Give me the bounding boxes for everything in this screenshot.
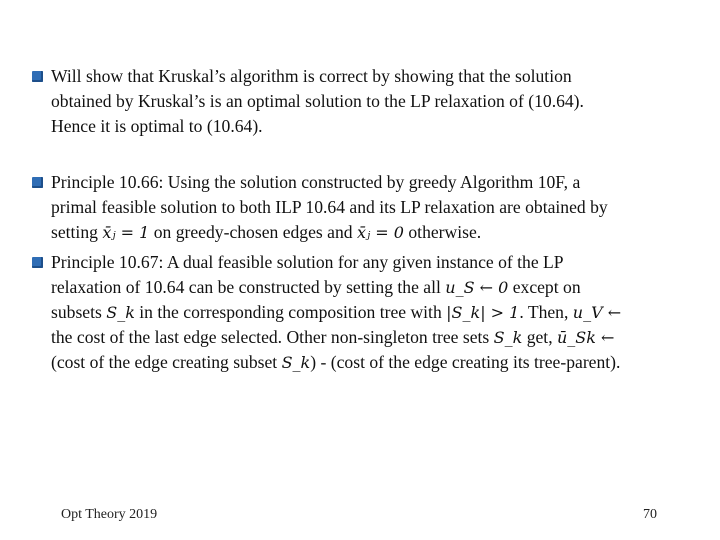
text-line: Hence it is optimal to (10.64). (51, 116, 263, 136)
bullet-text (51, 64, 696, 139)
math-expression: ū_Sk ← (557, 328, 615, 347)
text-line: Principle 10.67: A dual feasible solution for any given instance of the LP (51, 252, 564, 272)
bullet-principle-10-67 (32, 250, 696, 375)
bullet-square-icon (32, 177, 43, 188)
text-run: the cost of the last edge selected. Other non-singleton tree sets (51, 327, 494, 347)
text-line: primal feasible solution to both ILP 10.64 and its LP relaxation are obtained by (51, 197, 608, 217)
text-line (51, 325, 696, 350)
math-expression: |S_k| > 1 (446, 303, 520, 322)
text-line (51, 275, 696, 300)
text-line: Principle 10.66: Using the solution constructed by greedy Algorithm 10F, a (51, 172, 581, 192)
math-expression: S_k (493, 328, 523, 347)
text-run: . Then, (519, 302, 573, 322)
text-run: ) - (cost of the edge creating its tree-parent). (310, 352, 621, 372)
text-run: subsets (51, 302, 107, 322)
bullet-principle-10-66 (32, 170, 696, 245)
math-expression: u_V ← (572, 303, 622, 322)
text-run: setting (51, 222, 103, 242)
bullet-text (51, 170, 696, 245)
math-expression: u_S ← 0 (445, 278, 509, 297)
math-expression: S_k (281, 353, 311, 372)
text-line (51, 300, 696, 325)
text-line (51, 350, 696, 375)
footer-course-label: Opt Theory 2019 (61, 507, 158, 522)
text-run: otherwise. (403, 222, 482, 242)
page-number: 70 (643, 507, 657, 522)
math-expression: x̄ⱼ = 0 (356, 223, 404, 242)
text-run: relaxation of 10.64 can be constructed by setting the all (51, 277, 446, 297)
bullet-square-icon (32, 71, 43, 82)
math-expression: x̄ⱼ = 1 (102, 223, 150, 242)
text-run: in the corresponding composition tree with (134, 302, 447, 322)
text-run: get, (522, 327, 557, 347)
text-run: except on (508, 277, 581, 297)
bullet-kruskal-correctness (32, 64, 696, 139)
math-expression: S_k (106, 303, 135, 322)
bullet-text (51, 250, 696, 375)
text-run: on greedy-chosen edges and (149, 222, 357, 242)
text-line: obtained by Kruskal’s is an optimal solution to the LP relaxation of (10.64). (51, 91, 584, 111)
text-run: (cost of the edge creating subset (51, 352, 282, 372)
text-line (51, 220, 696, 245)
text-line: Will show that Kruskal’s algorithm is correct by showing that the solution (51, 66, 572, 86)
bullet-square-icon (32, 257, 43, 268)
